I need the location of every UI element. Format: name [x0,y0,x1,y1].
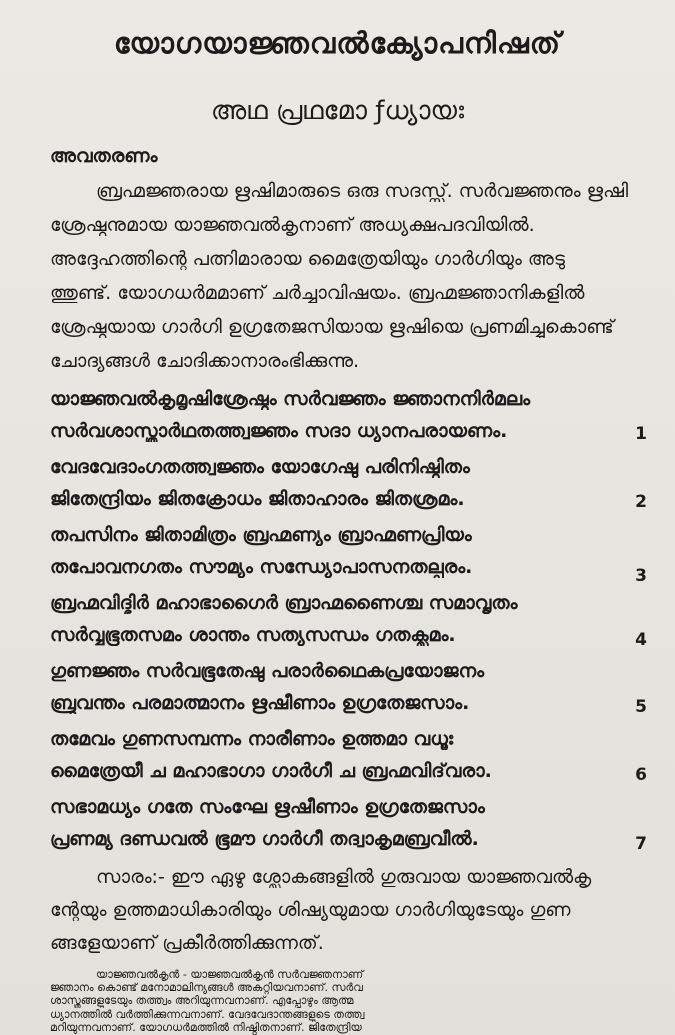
verse-number: 6 [635,765,647,785]
verse-line: വേദവേദാംഗതത്ത്വജ്ഞം യോഗേഷു പരിനിഷ്ഠിതം [50,456,470,478]
verse-line: തപസിനം ജിതാമിത്രം ബ്രഹ്മണ്യം ബ്രാഹ്മണപ്രിയം [50,524,472,546]
intro-line: ശ്രേഷ്ഠയായ ഗാർഗി ഉഗ്രതേജസിയായ ഋഷിയെ പ്രണമിച്ചുകൊണ്ട് [50,316,614,338]
page-title: യോഗയാജ്ഞവൽക്യോപനിഷത് [113,26,562,60]
intro-line: അദ്ദേഹത്തിന്റെ പത്നിമാരായ മൈത്രേയിയും ഗാർഗിയും അടു [50,248,565,270]
intro-line: ശ്രേഷ്ഠനുമായ യാജ്ഞവൽകൃനാണ് അധ്യക്ഷപദവിയിൽ. [50,214,535,236]
commentary-line: ധ്യാനത്തിൽ വർത്തിക്കുന്നവനാണ്. വേദവേദാന്തങ്ങളുടെ തത്ത്വ [50,1007,365,1021]
commentary-line: മറിയുന്നവനാണ്. യോഗധർമത്തിൽ നിഷ്ഠിതനാണ്. ജിതേന്ദ്രിയ [50,1020,362,1034]
section-heading: അവതരണം [50,145,158,167]
summary-line: ങ്ങളേയാണ് പ്രകീർത്തിക്കുന്നത്. [50,932,324,954]
verse-line: സർവശാസ്ത്രാർഥതത്ത്വജ്ഞം സദാ ധ്യാനപരായണം. [50,420,508,442]
summary-line: ന്റേയും ഉത്തമാധികാരിയും ശിഷ്യയുമായ ഗാർഗിയുടേയും ഗുണ [50,899,571,921]
commentary-line: യാജ്ഞവൽകൃൻ - യാജ്ഞവൽകൃൻ സർവജ്ഞനാണ് [96,968,364,981]
verse-number: 3 [635,566,647,586]
verse-line: ജിതേന്ദ്രിയം ജിതക്രോധം ജിതാഹാരം ജിതശ്രമം. [50,488,465,510]
verse-number: 5 [635,697,647,717]
verse-number: 2 [635,492,647,512]
verse-line: സഭാമധ്യം ഗതേ സംഘേ ഋഷീണാം ഉഗ്രതേജസാം [50,796,485,818]
verse-line: ബ്രഹ്മവിദ്ഭിർ മഹാഭാഗൈർ ബ്രാഹ്മണൈശ്ച സമാവൃതം [50,592,518,614]
commentary-line: ശാസ്ത്രങ്ങളുടേയും തത്ത്വം അറിയുന്നവനാണ്. എപ്പോഴും ആത്മ [50,994,354,1008]
intro-line: ബ്രഹ്മജ്ഞരായ ഋഷിമാരുടെ ഒരു സദസ്സ്. സർവജ്ഞനും ഋഷി [96,180,629,202]
verse-line: ബ്രുവന്തം പരമാത്മാനം ഋഷീണാം ഉഗ്രതേജസാം. [50,692,470,714]
verse-line: തപോവനഗതം സൗമ്യം സന്ധ്യോപാസനതല്പരം. [50,556,473,578]
verse-line: സർവ്വഭൂതസമം ശാന്തം സത്യസന്ധം ഗതക്ലമം. [50,624,456,646]
summary-line: സാരം:- ഈ ഏഴു ശ്ലോകങ്ങളിൽ ഗുരുവായ യാജ്ഞവൽകൃ [96,866,592,888]
verse-line: പ്രണമ്യ ദണ്ഡവൽ ഭൂമൗ ഗാർഗീ തദ്വാകൃമബ്രവീൽ. [50,828,479,850]
intro-line: ത്തുണ്ട്. യോഗധർമമാണ് ചർച്ചാവിഷയം. ബ്രഹ്മജ്ഞാനികളിൽ [50,282,585,304]
intro-line: ചോദ്യങ്ങൾ ചോദിക്കാനാരംഭിക്കുന്നു. [50,350,360,372]
verse-line: ഗുണജ്ഞം സർവഭൂതേഷു പരാർഥൈകപ്രയോജനം [50,660,485,682]
chapter-heading: അഥ പ്രഥമോ ƒധ്യായഃ [210,96,465,126]
verse-number: 4 [635,630,647,650]
verse-number: 7 [635,834,647,854]
verse-line: മൈത്രേയീ ച മഹാഭാഗാ ഗാർഗീ ച ബ്രഹ്മവിദ്‌വരാ. [50,760,492,782]
commentary-line: ജ്ഞാനം കൊണ്ട് മനോമാലിന്യങ്ങൾ അകറ്റിയവനാണ്. സർവ [50,981,363,995]
verse-number: 1 [635,424,647,444]
verse-line: തമേവം ഗുണസമ്പന്നം നാരീണാം ഉത്തമാ വധൂഃ [50,728,454,750]
verse-line: യാജ്ഞവൽകൃമൃഷിശ്രേഷ്ഠം സർവജ്ഞം ജ്ഞാനനിർമലം [50,388,531,410]
